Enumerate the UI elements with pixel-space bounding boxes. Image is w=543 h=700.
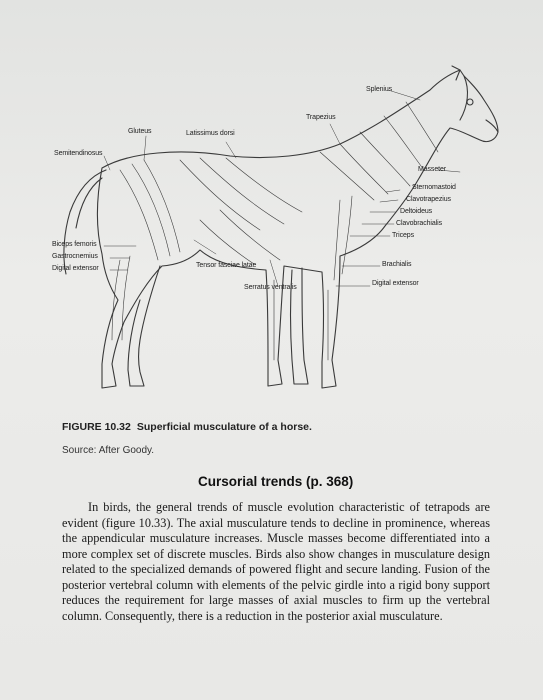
label-serratus-ventralis: Serratus ventralis: [244, 284, 297, 291]
label-deltoideus: Deltoideus: [400, 208, 433, 215]
horse-illustration: [40, 60, 520, 410]
label-clavotrapezius: Clavotrapezius: [406, 196, 451, 203]
figure-source: Source: After Goody.: [62, 445, 155, 456]
label-semitendinosus: Semitendinosus: [54, 150, 103, 157]
label-sternomastoid: Sternomastoid: [412, 184, 456, 191]
label-gluteus: Gluteus: [128, 128, 152, 135]
horse-musculature-figure: [40, 60, 520, 410]
label-triceps: Triceps: [392, 232, 414, 239]
figure-caption-text: Superficial musculature of a horse.: [136, 421, 312, 433]
label-biceps-femoris: Biceps femoris: [52, 241, 97, 248]
label-latissimus-dorsi: Latissimus dorsi: [186, 130, 235, 137]
section-heading: Cursorial trends (p. 368): [198, 474, 354, 489]
label-trapezius: Trapezius: [306, 114, 336, 121]
label-gastrocnemius: Gastrocnemius: [52, 253, 98, 260]
label-digital-extensor-front: Digital extensor: [372, 280, 419, 287]
label-digital-extensor-hind: Digital extensor: [52, 265, 99, 272]
label-splenius: Splenius: [366, 86, 393, 93]
body-paragraph: In birds, the general trends of muscle evolution characteristic of tetrapods are evident (figure 10.33). The axial musculature tends to decline in prominence, whereas the appendicular musculature increases. Muscle masses become differentiated into a more complex set of discrete muscles. Birds also show changes in musculature design related to the specialized demands of powered flight and secure landing. Fusion of the posterior vertebral column with elements of the pelvic girdle into a rigid bony support reduces the requirement for large masses of axial muscles to firm up the vertebral column. Consequently, there is a reduction in the posterior axial musculature.: [62, 500, 490, 623]
label-brachialis: Brachialis: [382, 261, 412, 268]
figure-caption: [62, 421, 312, 433]
label-tensor-fasciae-latae: Tensor fasciae latae: [196, 262, 257, 269]
figure-number: FIGURE 10.32: [62, 421, 131, 433]
label-masseter: Masseter: [418, 166, 446, 173]
label-clavobrachialis: Clavobrachialis: [396, 220, 442, 227]
